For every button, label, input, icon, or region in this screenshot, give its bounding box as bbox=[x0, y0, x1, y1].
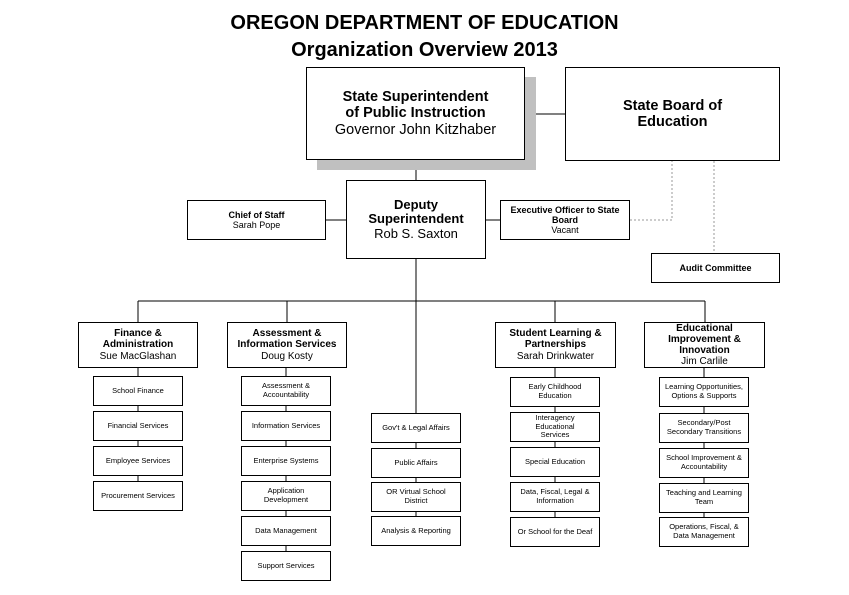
chief-of-staff-name: Sarah Pope bbox=[232, 220, 281, 230]
assessment-unit[interactable] bbox=[241, 551, 331, 581]
assessment-unit[interactable] bbox=[241, 446, 331, 476]
assessment-name: Doug Kosty bbox=[261, 350, 313, 362]
unit-label-2: Services bbox=[540, 430, 570, 440]
chief-of-staff-title: Chief of Staff bbox=[228, 209, 285, 220]
superintendent-title-2: of Public Instruction bbox=[345, 105, 486, 122]
exec-officer-title-2: Board bbox=[551, 214, 578, 225]
unit-label: Employee Services bbox=[105, 455, 171, 465]
improvement-title-3: Innovation bbox=[679, 345, 730, 356]
superintendent-box[interactable] bbox=[306, 67, 525, 160]
unit-label-2: Accountability bbox=[262, 390, 310, 399]
assessment-head-box[interactable] bbox=[227, 322, 347, 368]
unit-label-1: Learning Opportunities, bbox=[665, 382, 743, 392]
improvement-head-box[interactable] bbox=[644, 322, 765, 368]
improvement-unit[interactable] bbox=[659, 448, 749, 478]
unit-label-1: Teaching and Learning bbox=[666, 488, 742, 498]
student-title-2: Partnerships bbox=[524, 339, 587, 351]
unit-label-1: Support Services bbox=[257, 560, 315, 570]
deputy-title-2: Superintendent bbox=[368, 211, 464, 227]
assessment-title-1: Assessment & bbox=[252, 328, 322, 340]
student-title-1: Student Learning & bbox=[509, 328, 602, 340]
student-unit[interactable] bbox=[510, 482, 600, 512]
improvement-title-1: Educational bbox=[676, 322, 733, 334]
dotted-exec-board bbox=[630, 161, 672, 220]
chart-subtitle: Organization Overview 2013 bbox=[291, 39, 558, 61]
unit-label: Financial Services bbox=[107, 420, 169, 430]
audit-committee-title: Audit Committee bbox=[679, 262, 752, 273]
deputy-unit[interactable] bbox=[371, 516, 461, 546]
deputy-name: Rob S. Saxton bbox=[374, 225, 458, 241]
finance-name: Sue MacGlashan bbox=[99, 350, 177, 362]
unit-label-1: Enterprise Systems bbox=[253, 455, 319, 465]
student-unit[interactable] bbox=[510, 377, 600, 407]
exec-officer-title-1: Executive Officer to State bbox=[510, 204, 620, 215]
unit-label-1: Early Childhood bbox=[528, 382, 582, 392]
unit-label-1: Application Development bbox=[263, 486, 309, 504]
unit-label-2: District bbox=[404, 496, 428, 505]
unit-label-2: Secondary Transitions bbox=[666, 427, 742, 436]
superintendent-title-1: State Superintendent bbox=[342, 89, 489, 106]
unit-label-1: Interagency Educational bbox=[535, 413, 575, 431]
unit-label-2: Data Management bbox=[673, 531, 735, 540]
unit-label-1: Analysis & Reporting bbox=[381, 525, 451, 535]
unit-label-1: Or School for the Deaf bbox=[517, 526, 593, 536]
finance-unit[interactable] bbox=[93, 481, 183, 511]
improvement-title-2: Improvement & bbox=[668, 333, 741, 345]
unit-label-1: OR Virtual School bbox=[386, 487, 446, 497]
unit-label-1: Public Affairs bbox=[394, 457, 438, 467]
deputy-unit[interactable] bbox=[371, 413, 461, 443]
assessment-unit[interactable] bbox=[241, 411, 331, 441]
finance-unit[interactable] bbox=[93, 376, 183, 406]
unit-label-1: School Improvement & bbox=[666, 453, 742, 463]
unit-label-1: Special Education bbox=[524, 456, 586, 466]
unit-label: Procurement Services bbox=[101, 490, 175, 500]
student-name: Sarah Drinkwater bbox=[516, 350, 595, 362]
unit-label-2: Options & Supports bbox=[671, 391, 737, 400]
assessment-unit[interactable] bbox=[241, 481, 331, 511]
unit-label-1: Operations, Fiscal, & bbox=[669, 522, 739, 532]
improvement-unit[interactable] bbox=[659, 413, 749, 443]
assessment-unit[interactable] bbox=[241, 516, 331, 546]
student-unit[interactable] bbox=[510, 447, 600, 477]
exec-officer-box[interactable] bbox=[500, 200, 630, 240]
improvement-name: Jim Carlile bbox=[681, 356, 728, 368]
superintendent-name: Governor John Kitzhaber bbox=[334, 121, 497, 138]
unit-label-2: Team bbox=[694, 497, 714, 506]
finance-head-box[interactable] bbox=[78, 322, 198, 368]
finance-title-2: Administration bbox=[102, 339, 174, 351]
student-unit[interactable] bbox=[510, 412, 600, 442]
chief-of-staff-box[interactable] bbox=[187, 200, 326, 240]
assessment-title-2: Information Services bbox=[237, 339, 337, 351]
unit-label-1: Secondary/Post bbox=[677, 418, 731, 428]
unit-label-1: Gov't & Legal Affairs bbox=[382, 422, 450, 432]
deputy-title-1: Deputy bbox=[393, 196, 439, 212]
unit-label-2: Accountability bbox=[680, 462, 728, 471]
student-head-box[interactable] bbox=[495, 322, 616, 368]
audit-committee-box[interactable] bbox=[651, 253, 780, 283]
finance-unit[interactable] bbox=[93, 446, 183, 476]
unit-label: School Finance bbox=[112, 385, 164, 395]
unit-label-1: Data Management bbox=[255, 525, 317, 535]
state-board-title-2: Education bbox=[637, 114, 708, 130]
unit-label-1: Information Services bbox=[251, 420, 321, 430]
unit-label-2: Education bbox=[538, 391, 572, 400]
deputy-box[interactable] bbox=[346, 180, 486, 259]
exec-officer-name: Vacant bbox=[551, 225, 579, 236]
finance-unit[interactable] bbox=[93, 411, 183, 441]
state-board-title-1: State Board of bbox=[622, 97, 723, 114]
improvement-unit[interactable] bbox=[659, 517, 749, 547]
deputy-unit[interactable] bbox=[371, 482, 461, 512]
chart-title: OREGON DEPARTMENT OF EDUCATION bbox=[230, 12, 619, 34]
unit-label-2: Information bbox=[536, 496, 574, 505]
unit-label-1: Data, Fiscal, Legal & bbox=[520, 487, 590, 497]
student-unit[interactable] bbox=[510, 517, 600, 547]
deputy-unit[interactable] bbox=[371, 448, 461, 478]
assessment-unit[interactable] bbox=[241, 376, 331, 406]
improvement-unit[interactable] bbox=[659, 377, 749, 407]
unit-label-1: Assessment & bbox=[262, 381, 310, 391]
finance-title-1: Finance & bbox=[114, 328, 162, 340]
improvement-unit[interactable] bbox=[659, 483, 749, 513]
state-board-box[interactable] bbox=[565, 67, 780, 161]
